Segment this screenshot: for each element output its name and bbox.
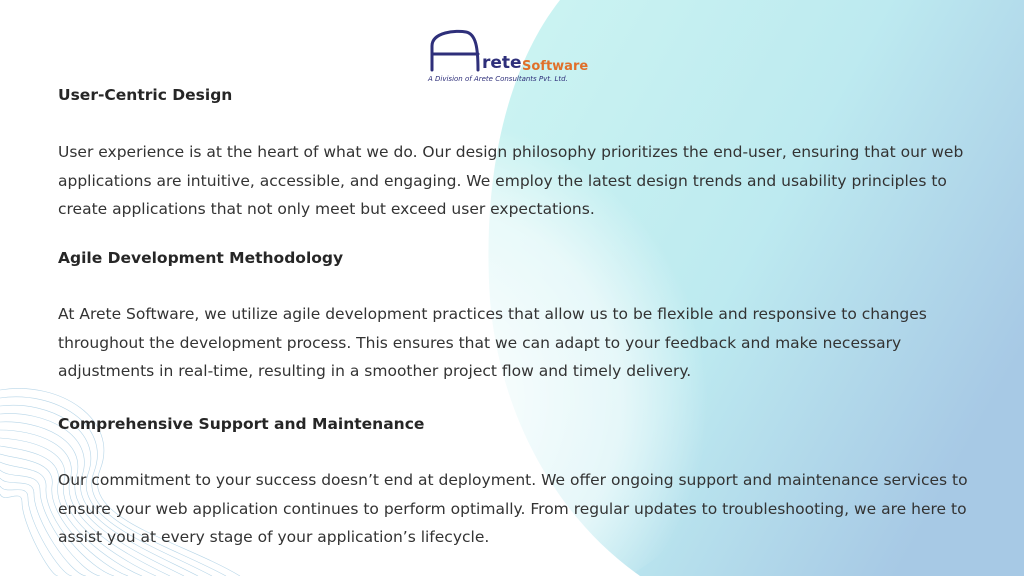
logo-brand-suffix: Software [522, 59, 589, 74]
arete-logo-mark [426, 28, 596, 86]
section-body-support-maintenance: Our commitment to your success doesn’t end at deployment. We offer ongoing support and maintenance services to ensure your web application continues to perform optimally. From regular updates to troubleshooting, we are here to assist you at every stage of your application’s lifecycle. [58, 471, 968, 546]
section-body-user-centric-design: User experience is at the heart of what we do. Our design philosophy prioritizes the end-user, ensuring that our web applications are intuitive, accessible, and engaging. We employ the latest design trends and usability principles to create applications that not only meet but exceed user expectations. [58, 143, 964, 218]
logo-tagline: A Division of Arete Consultants Pvt. Ltd. [428, 75, 568, 83]
section-body-agile-development: At Arete Software, we utilize agile development practices that allow us to be flexible and responsive to changes throughout the development process. This ensures that we can adapt to your feedback and make necessary adjustments in real-time, resulting in a smoother project flow and timely delivery. [58, 305, 927, 380]
section-heading-support-maintenance: Comprehensive Support and Maintenance [58, 415, 425, 433]
section-heading-user-centric-design: User-Centric Design [58, 86, 233, 104]
logo-brand-rest: rete [482, 53, 522, 73]
section-heading-agile-development: Agile Development Methodology [58, 249, 344, 267]
company-logo [426, 28, 596, 86]
